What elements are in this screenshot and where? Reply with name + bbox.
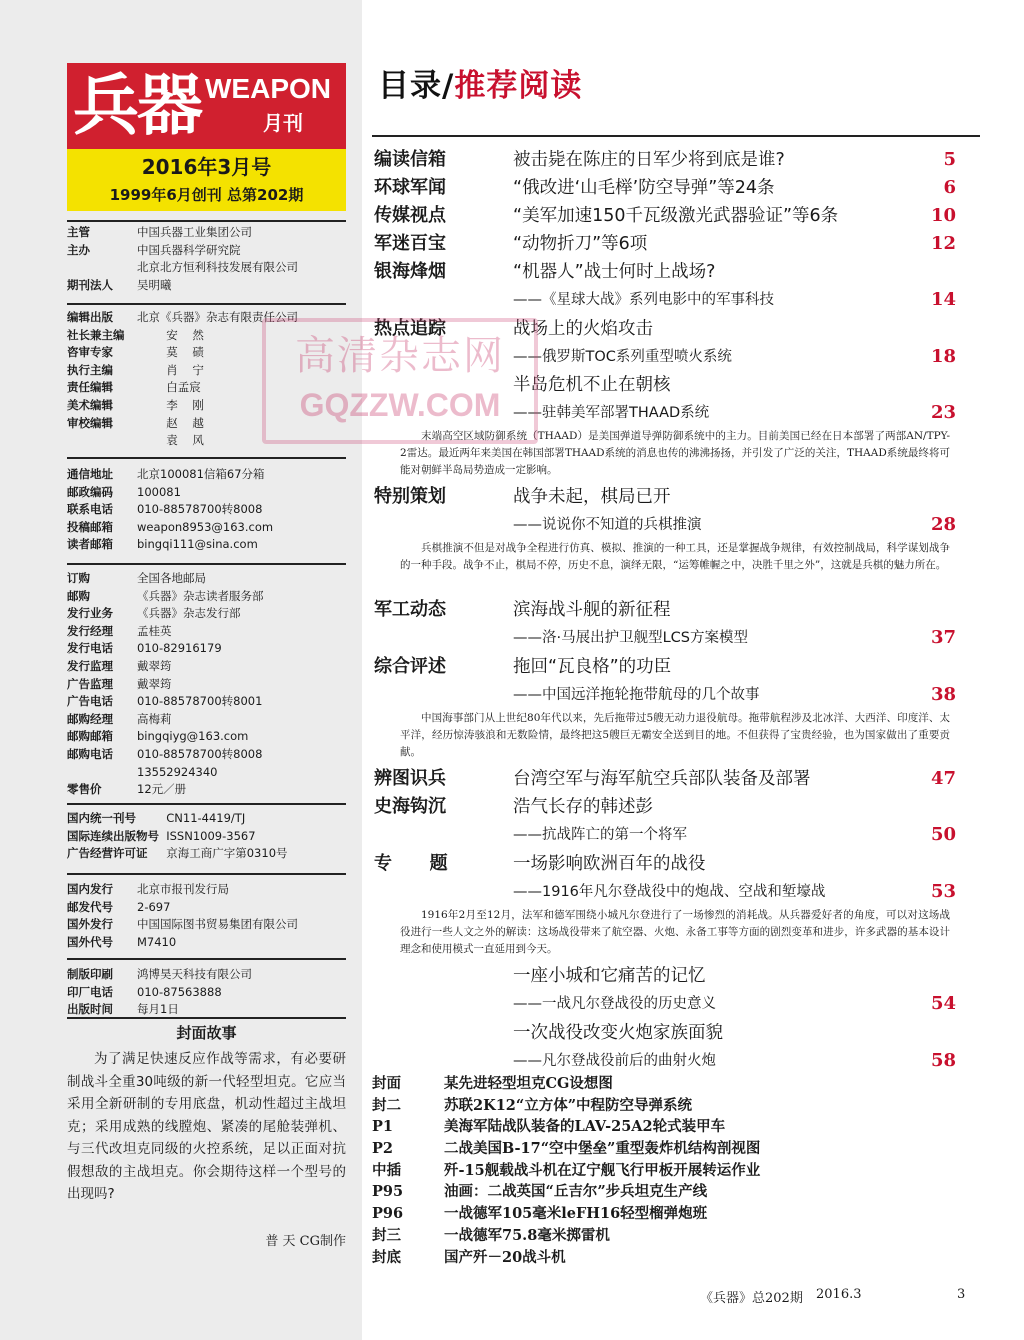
meta-row [67, 277, 346, 295]
toc-entry[interactable] [370, 202, 990, 230]
meta-row [67, 466, 346, 484]
meta-label: 主办 [67, 242, 90, 257]
meta-label: 邮发代号 [67, 899, 113, 914]
toc-article-title[interactable]: 一座小城和它痛苦的记忆 [513, 966, 706, 986]
meta-value: 010-88578700转8001 [137, 694, 263, 709]
toc-title-row [370, 146, 990, 174]
toc-subtitle-row [370, 681, 990, 709]
meta-value: ISSN1009-3567 [137, 828, 256, 843]
toc-title-row [370, 230, 990, 258]
meta-label: 发行经理 [67, 623, 113, 638]
meta-value: 2-697 [137, 899, 171, 914]
meta-row [67, 711, 346, 729]
toc-category: 史海钩沉 [374, 796, 446, 817]
issue-founding: 1999年6月创刊 总第202期 [109, 186, 304, 204]
toc-category: 辨图识兵 [374, 768, 446, 789]
meta-label: 发行监理 [67, 658, 113, 673]
meta-value: 北京市报刊发行局 [137, 882, 229, 896]
toc-article-subtitle: ——《星球大战》系列电影中的军事科技 [513, 292, 774, 308]
meta-value: bingqi111@sina.com [137, 537, 258, 552]
meta-row [67, 764, 346, 782]
meta-value: M7410 [137, 934, 177, 949]
picture-position: P95 [372, 1183, 404, 1201]
meta-label [67, 259, 137, 277]
meta-row [67, 781, 346, 799]
picture-position: 封三 [372, 1226, 401, 1244]
toc-article-title[interactable]: 战场上的火焰攻击 [513, 319, 653, 339]
toc-title-row [370, 765, 990, 793]
picture-caption: 一战德军105毫米leFH16轻型榴弹炮班 [444, 1205, 708, 1223]
toc-entry[interactable] [370, 793, 990, 849]
meta-label: 发行业务 [67, 606, 113, 621]
toc-title-row [370, 483, 990, 511]
meta-row [67, 484, 346, 502]
meta-label: 印厂电话 [67, 984, 113, 999]
meta-label: 广告监理 [67, 676, 113, 691]
meta-value: 北京北方恒利科技发展有限公司 [137, 260, 298, 275]
toc-category: 特别策划 [374, 486, 446, 507]
meta-label: 邮购经理 [67, 711, 113, 726]
meta-label: 广告经营许可证 [67, 846, 148, 861]
toc-article-title[interactable]: “动物折刀”等6项 [513, 234, 648, 254]
toc-article-summary: 1916年2月至12月，法军和德军围绕小城凡尔登进行了一场惨烈的消耗战。从兵器爱好者的角度，可以对这场战役进行一些人文之外的解读：这场战役带来了航空器、火炮、永备工事等方面的剧烈变革和进步，许多武器的基本设计理念和使用模式一直延用到今天。 [400, 909, 950, 955]
picture-row [372, 1095, 872, 1117]
meta-value: 北京100081信箱67分箱 [137, 467, 265, 481]
divider [67, 803, 346, 805]
picture-position: P96 [372, 1205, 404, 1223]
picture-row [372, 1247, 872, 1269]
meta-value: 中国兵器科学研究院 [137, 242, 241, 257]
toc-title-row [370, 1019, 990, 1047]
divider [67, 1017, 346, 1019]
toc-category: 银海烽烟 [374, 261, 446, 282]
toc-entry[interactable] [370, 174, 990, 202]
picture-row [372, 1203, 872, 1225]
toc-entry[interactable] [370, 230, 990, 258]
monthly-label: 月刊 [263, 111, 303, 135]
toc-category: 编读信箱 [374, 149, 446, 170]
toc-article-title[interactable]: 被击毙在陈庄的日军少将到底是谁? [513, 150, 785, 170]
meta-label: 责任编辑 [67, 380, 113, 395]
picture-caption: 某先进轻型坦克CG设想图 [444, 1075, 613, 1092]
toc-article-subtitle: ——俄罗斯TOC系列重型喷火系统 [513, 349, 732, 365]
picture-row [372, 1116, 872, 1138]
meta-value: 京海工商广字第0310号 [137, 846, 288, 861]
meta-value: 赵 越 [137, 415, 204, 430]
title-recommended: 推荐阅读 [454, 68, 583, 104]
divider [67, 457, 346, 459]
meta-row [67, 658, 346, 676]
toc-page-number: 5 [943, 149, 956, 170]
toc-title-row [370, 202, 990, 230]
title-slash: / [442, 68, 455, 104]
meta-value: 李 刚 [137, 397, 204, 412]
meta-row [67, 966, 346, 984]
meta-value: 100081 [137, 484, 181, 499]
picture-caption: 苏联2K12“立方体”中程防空导弹系统 [444, 1096, 693, 1114]
page-number: 3 [957, 1287, 966, 1302]
meta-value: 白孟宸 [137, 380, 201, 395]
meta-value: 吴明曦 [137, 277, 172, 292]
toc-article-title[interactable]: 拖回“瓦良格”的功臣 [513, 657, 672, 677]
picture-row [372, 1181, 872, 1203]
toc-article-summary: 兵棋推演不但是对战争全程进行仿真、模拟、推演的一种工具，还是掌握战争规律，有效控制战局，科学谋划战争的一种手段。战争不止，棋局不停，历史不息，演绎无限，“运筹帷幄之中，决胜千里之外”，这就是兵棋的魅力所在。 [400, 542, 950, 571]
divider [67, 563, 346, 565]
meta-value: 《兵器》杂志发行部 [137, 606, 241, 621]
toc-page-number: 53 [930, 881, 956, 902]
toc-subtitle-row [370, 286, 990, 314]
cover-story-credit: 普 天 CG制作 [265, 1234, 346, 1249]
meta-value: 中国国际图书贸易集团有限公司 [137, 917, 298, 932]
toc-article-summary: 中国海事部门从上世纪80年代以来，先后拖带过5艘无动力退役航母。拖带航程涉及北冰洋、大西洋、印度洋、太平洋，经历惊涛骇浪和无数险情，最终把这5艘巨无霸安全送到目的地。不但获得了宝贵经验，也为国家做出了重要贡献。 [400, 712, 950, 758]
toc-page-number: 54 [930, 993, 956, 1014]
meta-label: 广告电话 [67, 694, 113, 709]
toc-page-number: 23 [930, 402, 956, 423]
meta-label: 国内发行 [67, 882, 113, 896]
meta-label: 国外发行 [67, 917, 113, 932]
meta-label: 执行主编 [67, 362, 113, 377]
toc-entry[interactable] [370, 258, 990, 314]
magazine-name-cn: 兵器 [73, 67, 201, 144]
meta-label: 零售价 [67, 782, 102, 797]
picture-position: 中插 [372, 1161, 401, 1179]
meta-row [67, 570, 346, 588]
toc-page-number: 38 [930, 684, 956, 705]
meta-value: 010-87563888 [137, 984, 222, 999]
toc-article-subtitle: ——凡尔登战役前后的曲射火炮 [513, 1053, 716, 1069]
meta-row [67, 746, 346, 764]
meta-value: 高梅莉 [137, 711, 172, 726]
publisher-info [67, 224, 346, 294]
toc-article-title[interactable]: 浩气长存的韩述彭 [513, 797, 653, 817]
toc-page-number: 10 [930, 205, 956, 226]
meta-row [67, 810, 346, 828]
meta-value: 安 然 [137, 327, 204, 342]
toc-page-number: 28 [930, 514, 956, 535]
toc-page-number: 37 [930, 627, 956, 648]
meta-label: 审校编辑 [67, 415, 113, 430]
picture-position: 封二 [372, 1096, 401, 1114]
picture-position: 封面 [372, 1075, 401, 1092]
toc-article-subtitle: ——一战凡尔登战役的历史意义 [513, 996, 716, 1012]
toc-page-number: 47 [930, 768, 956, 789]
toc-category: 热点追踪 [374, 318, 446, 339]
meta-row [67, 693, 346, 711]
meta-value: CN11-4419/TJ [137, 811, 246, 825]
meta-label: 发行电话 [67, 641, 113, 656]
toc-entry[interactable] [370, 653, 990, 761]
meta-value: 肖 宁 [137, 362, 204, 377]
toc-title-row [370, 962, 990, 990]
meta-label: 出版时间 [67, 1002, 113, 1017]
toc-article-title[interactable]: 战争未起，棋局已开 [513, 487, 671, 507]
meta-label [67, 432, 137, 450]
toc-article-subtitle: ——驻韩美军部署THAAD系统 [513, 405, 710, 421]
toc-title-row [370, 174, 990, 202]
picture-caption: 国产歼－20战斗机 [444, 1248, 566, 1266]
toc-article-title[interactable]: 滨海战斗舰的新征程 [513, 600, 671, 620]
toc-category: 军工动态 [374, 599, 446, 620]
divider [67, 873, 346, 875]
meta-value: 010-88578700转8008 [137, 746, 263, 761]
meta-value: 袁 风 [137, 433, 204, 448]
meta-value: 戴翠筠 [137, 676, 172, 691]
meta-row [67, 588, 346, 606]
meta-label: 制版印刷 [67, 967, 113, 981]
toc-page-number: 58 [930, 1050, 956, 1071]
meta-label: 联系电话 [67, 502, 113, 517]
picture-row [372, 1138, 872, 1160]
meta-label: 国际连续出版物号 [67, 828, 159, 843]
toc-article-title[interactable]: “美军加速150千瓦级激光武器验证”等6条 [513, 206, 839, 226]
meta-label [67, 764, 137, 782]
meta-row [67, 536, 346, 554]
meta-row [67, 242, 346, 260]
meta-row [67, 984, 346, 1002]
toc-page-number: 18 [930, 346, 956, 367]
toc-entry[interactable] [370, 765, 990, 793]
meta-label: 邮购电话 [67, 746, 113, 761]
watermark-stamp [262, 318, 538, 444]
toc-entry[interactable] [370, 1019, 990, 1075]
meta-value: 13552924340 [137, 764, 218, 779]
toc-subtitle-row [370, 624, 990, 652]
meta-label: 投稿邮箱 [67, 519, 113, 534]
meta-row [67, 224, 346, 242]
picture-caption: 一战德军75.8毫米掷雷机 [444, 1226, 610, 1244]
toc-entry[interactable] [370, 850, 990, 958]
watermark-text-en: GQZZW.COM [299, 387, 501, 423]
toc-article-title[interactable]: 台湾空军与海军航空兵部队装备及部署 [513, 769, 811, 789]
meta-value: 010-88578700转8008 [137, 502, 263, 517]
page-title [378, 60, 582, 105]
title-contents: 目录 [378, 68, 442, 104]
meta-row [67, 605, 346, 623]
picture-row [372, 1225, 872, 1247]
picture-caption: 二战美国B-17“空中堡垒”重型轰炸机结构剖视图 [444, 1140, 761, 1158]
meta-value: weapon8953@163.com [137, 519, 274, 534]
toc-title-row [370, 793, 990, 821]
toc-subtitle-row [370, 878, 990, 906]
meta-label: 编辑出版 [67, 310, 113, 324]
toc-entry[interactable] [370, 483, 990, 574]
picture-index [372, 1073, 872, 1268]
masthead-logo [67, 63, 346, 149]
meta-row [67, 519, 346, 537]
toc-subtitle-row [370, 511, 990, 539]
registration-info [67, 810, 346, 863]
meta-row [67, 501, 346, 519]
meta-label: 国内统一刊号 [67, 811, 136, 825]
picture-position: 封底 [372, 1248, 401, 1266]
divider [67, 958, 346, 960]
meta-row [67, 934, 346, 952]
meta-label: 咨审专家 [67, 345, 113, 360]
meta-value: 12元／册 [137, 782, 187, 797]
meta-row [67, 259, 346, 277]
meta-label: 订购 [67, 571, 90, 585]
meta-label: 读者邮箱 [67, 537, 113, 552]
toc-category: 专 题 [374, 853, 448, 874]
toc-page-number: 12 [930, 233, 956, 254]
meta-label: 邮购 [67, 588, 90, 603]
toc-subtitle-row [370, 1047, 990, 1075]
issue-date: 2016年3月号 [141, 155, 272, 179]
footer-issue: 《兵器》总202期 [700, 1291, 803, 1306]
toc-subtitle-row [370, 821, 990, 849]
toc-article-subtitle: ——中国远洋拖轮拖带航母的几个故事 [513, 687, 760, 703]
meta-value: 《兵器》杂志读者服务部 [137, 588, 264, 603]
toc-title-row [370, 258, 990, 286]
distribution-info [67, 570, 346, 799]
picture-caption: 歼-15舰载战斗机在辽宁舰飞行甲板开展转运作业 [444, 1161, 761, 1179]
toc-article-subtitle: ——抗战阵亡的第一个将军 [513, 827, 687, 843]
toc-title-row [370, 596, 990, 624]
picture-position: P1 [372, 1118, 393, 1136]
toc-category: 环球军闻 [374, 177, 446, 198]
title-underline [372, 135, 980, 137]
cover-story-text: 为了满足快速反应作战等需求，有必要研制战斗全重30吨级的新一代轻型坦克。它应当采用全新研制的专用底盘，机动性超过主战坦克；采用成熟的线膛炮、紧凑的尾舱装弹机、与三代改坦克同级的火控系统，足以正面对抗假想敌的主战坦克。你会期待这样一个型号的出现吗? [67, 1051, 346, 1202]
toc-entry[interactable] [370, 596, 990, 652]
toc-category: 综合评述 [374, 656, 446, 677]
meta-label: 邮政编码 [67, 484, 113, 499]
printing-info [67, 966, 346, 1019]
toc-entry[interactable] [370, 146, 990, 174]
meta-row [67, 828, 346, 846]
meta-value: 孟桂英 [137, 623, 172, 638]
circulation-info [67, 881, 346, 951]
meta-value: bingqiyg@163.com [137, 729, 249, 744]
cover-story-title: 封面故事 [176, 1024, 237, 1042]
meta-value: 全国各地邮局 [137, 571, 206, 585]
meta-row [67, 899, 346, 917]
picture-position: P2 [372, 1140, 393, 1158]
meta-row [67, 916, 346, 934]
meta-value: 北京《兵器》杂志有限责任公司 [137, 310, 298, 324]
toc-article-title[interactable]: “俄改进‘山毛榉’防空导弹”等24条 [513, 178, 775, 198]
meta-row [67, 845, 346, 863]
magazine-name-en: WEAPON [205, 73, 331, 104]
meta-label: 邮购邮箱 [67, 729, 113, 744]
picture-row [372, 1073, 872, 1095]
toc-page-number: 6 [943, 177, 956, 198]
divider [67, 220, 346, 222]
meta-label: 社长兼主编 [67, 327, 125, 342]
meta-value: 010-82916179 [137, 641, 222, 656]
meta-value: 鸿博昊天科技有限公司 [137, 967, 252, 981]
meta-label: 美术编辑 [67, 397, 113, 412]
toc-article-summary: 末端高空区域防御系统（THAAD）是美国弹道导弹防御系统中的主力。目前美国已经在日本部署了两部AN/TPY-2雷达。最近两年来美国在韩国部署THAAD系统的消息也传的沸沸扬扬，并引发了广泛的关注，THAAD系统最终将可能对朝鲜半岛局势造成一定影响。 [400, 430, 950, 476]
toc-entry[interactable] [370, 962, 990, 1018]
watermark-text-cn: 高清杂志网 [295, 333, 505, 379]
toc-article-subtitle: ——1916年凡尔登战役中的炮战、空战和堑壕战 [513, 884, 826, 900]
meta-value: 莫 碛 [137, 345, 204, 360]
picture-row [372, 1160, 872, 1182]
meta-label: 国外代号 [67, 934, 113, 949]
toc-article-title[interactable]: 一次战役改变火炮家族面貌 [513, 1023, 723, 1043]
meta-value: 每月1日 [137, 1002, 179, 1017]
footer-date: 2016.3 [816, 1287, 862, 1302]
contact-info [67, 466, 346, 554]
picture-caption: 油画：二战英国“丘吉尔”步兵坦克生产线 [444, 1183, 708, 1201]
toc-title-row [370, 653, 990, 681]
toc-page-number: 14 [930, 289, 956, 310]
meta-value: 戴翠筠 [137, 658, 172, 673]
toc-article-subtitle: ——说说你不知道的兵棋推演 [513, 517, 702, 533]
issue-info-box [67, 149, 346, 211]
masthead-sidebar [0, 0, 362, 1340]
toc-subtitle-row [370, 990, 990, 1018]
toc-page-number: 50 [930, 824, 956, 845]
toc-article-subtitle: ——洛·马展出护卫舰型LCS方案模型 [513, 630, 749, 646]
toc-title-row [370, 850, 990, 878]
toc-article-title[interactable]: “机器人”战士何时上战场? [513, 262, 716, 282]
toc-category: 传媒视点 [374, 205, 446, 226]
meta-label: 主管 [67, 225, 90, 239]
divider [67, 303, 346, 305]
meta-row [67, 623, 346, 641]
meta-row [67, 881, 346, 899]
meta-value: 中国兵器工业集团公司 [137, 225, 252, 239]
meta-row [67, 676, 346, 694]
meta-label: 通信地址 [67, 467, 113, 481]
toc-category: 军迷百宝 [374, 233, 446, 254]
toc-article-title[interactable]: 一场影响欧洲百年的战役 [513, 854, 706, 874]
toc-article-title[interactable]: 半岛危机不止在朝核 [513, 375, 671, 395]
meta-row [67, 728, 346, 746]
meta-row [67, 640, 346, 658]
picture-caption: 美海军陆战队装备的LAV-25A2轮式装甲车 [444, 1118, 726, 1136]
meta-label: 期刊法人 [67, 277, 113, 292]
